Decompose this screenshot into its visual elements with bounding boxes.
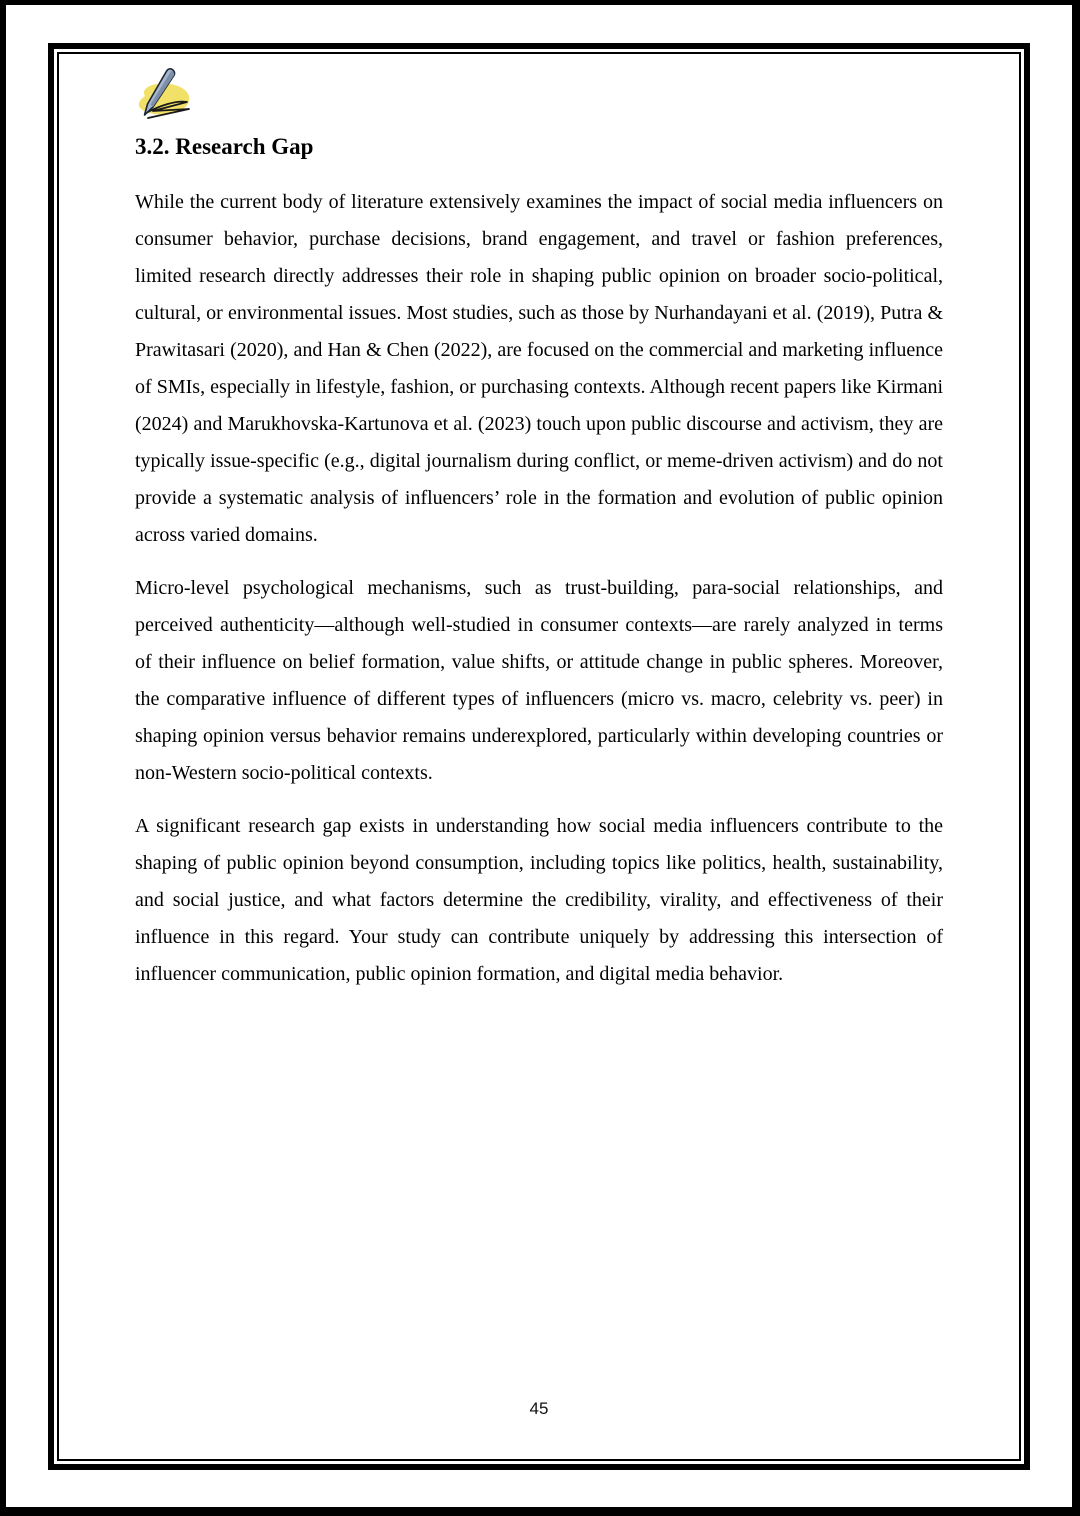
paragraph-research-gap-3: A significant research gap exists in understanding how social media influencers contribute to the shaping of public opinion beyond consumption, including topics like politics, health, sustainability, and social justice, and what factors determine the credibility, virality, and effectiveness of their influence in this regard. Your study can contribute uniquely by addressing this intersection of influencer communication, public opinion formation, and digital media behavior. [135,815,943,985]
page-border-frame [48,43,1030,1470]
section-heading: 3.2. Research Gap [135,134,314,159]
pen-scribble-icon [131,66,197,124]
paragraph-research-gap-2: Micro-level psychological mechanisms, such as trust-building, para-social relationships, and perceived authenticity—although well-studied in consumer contexts—are rarely analyzed in terms of their influence on belief formation, value shifts, or attitude change in public spheres. Moreover, the comparative influence of different types of influencers (micro vs. macro, celebrity vs. peer) in shaping opinion versus behavior remains underexplored, particularly within developing countries or non-Western socio-political contexts. [135,577,943,784]
paragraph-research-gap-1: While the current body of literature extensively examines the impact of social media influencers on consumer behavior, purchase decisions, brand engagement, and travel or fashion preferences, limited research directly addresses their role in shaping public opinion on broader socio-political, cultural, or environmental issues. Most studies, such as those by Nurhandayani et al. (2019), Putra & Prawitasari (2020), and Han & Chen (2022), are focused on the commercial and marketing influence of SMIs, especially in lifestyle, fashion, or purchasing contexts. Although recent papers like Kirmani (2024) and Marukhovska-Kartunova et al. (2023) touch upon public discourse and activism, they are typically issue-specific (e.g., digital journalism during conflict, or meme-driven activism) and do not provide a systematic analysis of influencers’ role in the formation and evolution of public opinion across varied domains. [135,191,943,546]
page-number: 45 [529,1399,549,1418]
page-margin-mat [6,5,1072,1507]
page-inner-border [57,52,1021,1461]
page-content [59,54,1019,993]
